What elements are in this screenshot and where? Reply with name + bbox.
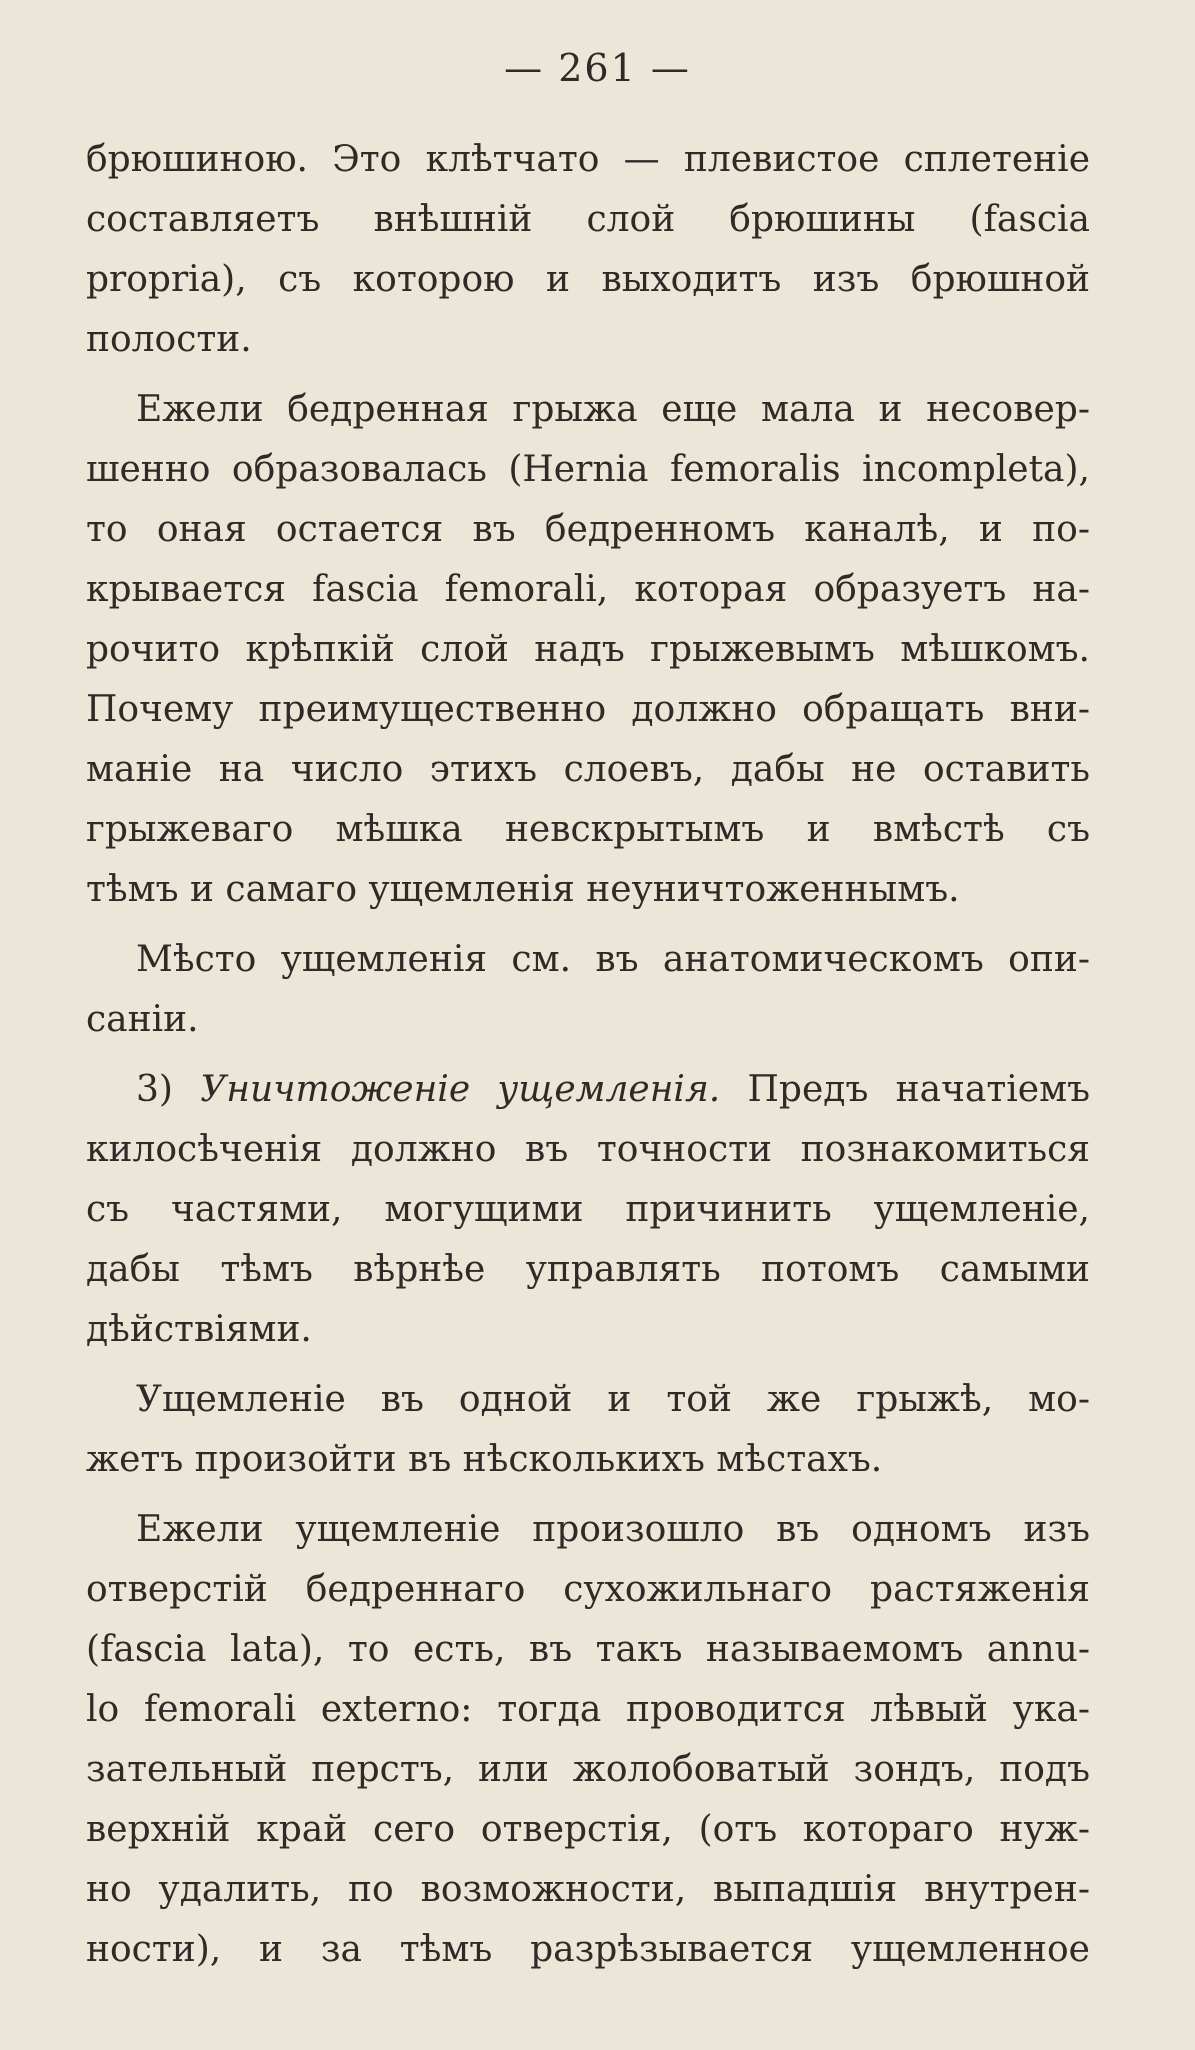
paragraph-2 <box>86 380 1090 920</box>
text-line: lo femorali externo: тогда проводится лѣвый ука- <box>86 1689 1090 1730</box>
text-line: шенно образовалась (Hernia femoralis incompleta), <box>86 449 1090 490</box>
text-line: манiе на число этихъ слоевъ, дабы не оставить <box>86 749 1090 790</box>
text-run: Предъ начатiемъ <box>720 1069 1090 1110</box>
paragraph-6 <box>86 1500 1090 1980</box>
text-line: то оная остается въ бедренномъ каналѣ, и по- <box>86 509 1090 550</box>
paragraph-3 <box>86 930 1090 1050</box>
text-line: ности), и за тѣмъ разрѣзывается ущемленное <box>86 1929 1090 1970</box>
text-line: Почему преимущественно должно обращать вни- <box>86 689 1090 730</box>
text-line: верхнiй край сего отверстiя, (отъ котораго нуж- <box>86 1809 1090 1850</box>
text-line: санiи. <box>86 999 199 1040</box>
text-line: рочито крѣпкiй слой надъ грыжевымъ мѣшкомъ. <box>86 629 1090 670</box>
text-line: крывается fascia femorali, которая образуетъ на- <box>86 569 1090 610</box>
section-heading: Уничтоженiе ущемленiя. <box>200 1069 721 1110</box>
text-line: тѣмъ и самаго ущемленiя неуничтоженнымъ. <box>86 869 960 910</box>
text-line: Ежели бедренная грыжа еще мала и несовер- <box>136 389 1090 430</box>
section-number: 3) <box>136 1069 173 1110</box>
text-line: жетъ произойти въ нѣсколькихъ мѣстахъ. <box>86 1439 883 1480</box>
text-line <box>86 1060 1090 1120</box>
text-line: Мѣсто ущемленiя см. въ анатомическомъ опи- <box>136 939 1090 980</box>
text-line: Ежели ущемленiе произошло въ одномъ изъ <box>136 1509 1090 1550</box>
text-line: зательный перстъ, или жолобоватый зондъ, подъ <box>86 1749 1090 1790</box>
text-line: Ущемленiе въ одной и той же грыжѣ, мо- <box>136 1379 1090 1420</box>
body-text <box>86 130 1090 1990</box>
paragraph-4 <box>86 1060 1090 1360</box>
text-line: но удалить, по возможности, выпадшiя внутрен- <box>86 1869 1090 1910</box>
text-line: отверстiй бедреннаго сухожильнаго растяженiя <box>86 1569 1090 1610</box>
text-line: брюшиною. Это клѣтчато — плевистое сплетенiе <box>86 139 1090 180</box>
text-line: грыжеваго мѣшка невскрытымъ и вмѣстѣ съ <box>86 809 1090 850</box>
text-line: дабы тѣмъ вѣрнѣе управлять потомъ самыми <box>86 1249 1090 1290</box>
text-line: килосѣченiя должно въ точности познакомиться <box>86 1129 1090 1170</box>
page-number: — 261 — <box>504 46 691 90</box>
text-line: полости. <box>86 319 252 360</box>
paragraph-5 <box>86 1370 1090 1490</box>
paragraph-1 <box>86 130 1090 370</box>
text-line: (fascia lata), то есть, въ такъ называемомъ annu- <box>86 1629 1090 1670</box>
text-line: дѣйствiями. <box>86 1309 312 1350</box>
text-line: съ частями, могущими причинить ущемленiе, <box>86 1189 1090 1230</box>
text-line: propria), съ которою и выходитъ изъ брюшной <box>86 259 1090 300</box>
text-line: составляетъ внѣшнiй слой брюшины (fascia <box>86 199 1090 240</box>
